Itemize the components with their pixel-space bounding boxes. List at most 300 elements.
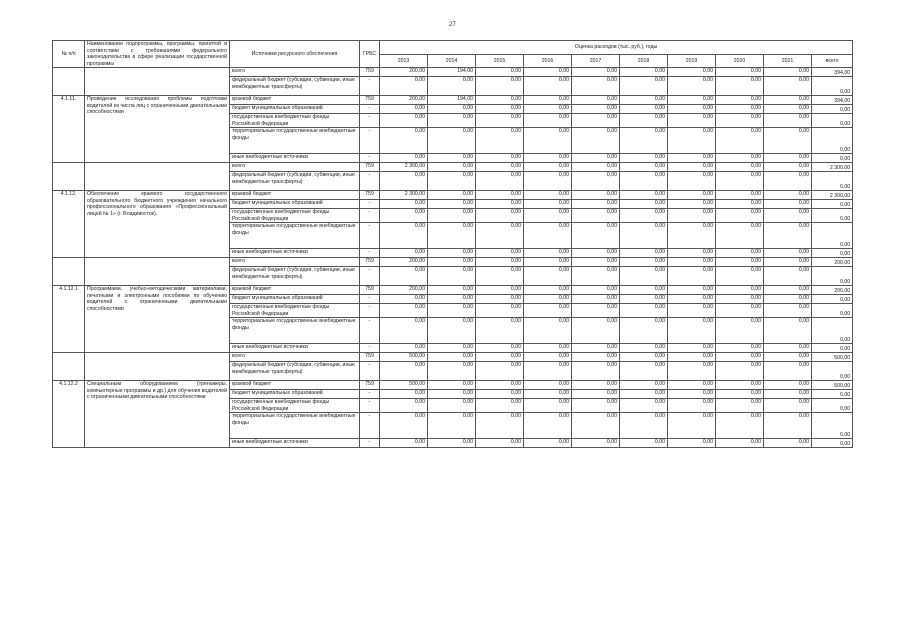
value-cell: 0,00 [476,200,524,209]
value-cell: 0,00 [620,353,668,362]
value-cell: 0,00 [572,191,620,200]
value-cell: 0,00 [668,191,716,200]
grbs-cell: 759 [360,353,380,362]
value-cell: 0,00 [668,381,716,390]
value-cell: 0,00 [716,77,764,96]
item-number [53,68,85,96]
value-cell: 0,00 [716,191,764,200]
value-cell: 0,00 [476,267,524,286]
value-cell: 0,00 [380,249,428,258]
value-cell: 0,00 [668,318,716,344]
value-cell: 0,00 [716,286,764,295]
value-cell: 0,00 [620,258,668,267]
grbs-cell: - [360,249,380,258]
value-cell: 0,00 [380,209,428,223]
value-cell: 0,00 [476,413,524,439]
item-name: Программами, учебно-методическими материалами, печатными и электронными пособиями по обучению водителей с ограниченными двигательными способностями [85,286,230,353]
value-cell: 0,00 [476,439,524,448]
value-cell: 0,00 [668,105,716,114]
value-cell: 0,00 [620,105,668,114]
value-cell: 0,00 [620,249,668,258]
value-cell: 0,00 [668,172,716,191]
table-row [53,353,853,362]
source-cell: краевой бюджет [230,381,360,390]
value-cell: 0,00 [428,304,476,318]
value-cell: 0,00 [572,399,620,413]
total-cell: 2 300,00 [812,163,853,172]
total-cell: 394,00 [812,96,853,105]
value-cell: 0,00 [764,362,812,381]
item-number: 4.1.12. [53,191,85,258]
source-cell: федеральный бюджет (субсидии, субвенции, иные межбюджетные трансферты) [230,172,360,191]
value-cell: 0,00 [668,295,716,304]
value-cell: 0,00 [764,399,812,413]
value-cell: 0,00 [572,413,620,439]
value-cell: 0,00 [524,381,572,390]
value-cell: 0,00 [716,318,764,344]
item-number [53,258,85,286]
value-cell: 0,00 [668,200,716,209]
value-cell: 0,00 [476,77,524,96]
value-cell: 0,00 [572,286,620,295]
value-cell: 0,00 [428,163,476,172]
value-cell: 0,00 [380,295,428,304]
value-cell: 0,00 [668,68,716,77]
value-cell: 0,00 [524,267,572,286]
value-cell: 0,00 [428,223,476,249]
value-cell: 0,00 [380,114,428,128]
value-cell: 0,00 [524,128,572,154]
value-cell: 0,00 [380,439,428,448]
source-cell: бюджет муниципальных образований [230,105,360,114]
item-name [85,68,230,96]
source-cell: бюджет муниципальных образований [230,295,360,304]
value-cell: 0,00 [572,249,620,258]
value-cell: 0,00 [764,353,812,362]
header-year: 2013 [380,54,428,68]
value-cell: 0,00 [668,439,716,448]
source-cell: всего [230,353,360,362]
value-cell: 0,00 [716,344,764,353]
value-cell: 0,00 [668,390,716,399]
item-name [85,163,230,191]
value-cell: 0,00 [428,362,476,381]
grbs-cell: - [360,114,380,128]
value-cell: 0,00 [524,163,572,172]
item-number: 4.1.11. [53,96,85,163]
value-cell: 0,00 [668,286,716,295]
grbs-cell: - [360,399,380,413]
value-cell: 0,00 [428,399,476,413]
value-cell: 0,00 [476,295,524,304]
value-cell: 0,00 [764,128,812,154]
value-cell: 0,00 [524,286,572,295]
value-cell: 0,00 [716,413,764,439]
total-cell: 200,00 [812,258,853,267]
value-cell: 0,00 [620,172,668,191]
value-cell: 0,00 [764,105,812,114]
source-cell: иные внебюджетные источники [230,344,360,353]
source-cell: федеральный бюджет (субсидии, субвенции, иные межбюджетные трансферты) [230,362,360,381]
grbs-cell: 759 [360,96,380,105]
value-cell: 0,00 [572,154,620,163]
header-year: 2016 [524,54,572,68]
value-cell: 0,00 [476,223,524,249]
value-cell: 200,00 [380,286,428,295]
value-cell: 0,00 [764,249,812,258]
value-cell: 0,00 [716,390,764,399]
value-cell: 0,00 [428,390,476,399]
grbs-cell: - [360,172,380,191]
value-cell: 0,00 [716,362,764,381]
table-row [53,191,853,200]
grbs-cell: - [360,295,380,304]
value-cell: 0,00 [716,381,764,390]
total-cell: 0,00 [812,172,853,191]
value-cell: 0,00 [428,258,476,267]
header-no: № п/п [53,41,85,68]
value-cell: 0,00 [764,96,812,105]
value-cell: 0,00 [428,249,476,258]
value-cell: 0,00 [380,200,428,209]
source-cell: иные внебюджетные источники [230,249,360,258]
grbs-cell: - [360,77,380,96]
value-cell: 0,00 [524,200,572,209]
value-cell: 0,00 [476,258,524,267]
value-cell: 0,00 [716,128,764,154]
grbs-cell: 759 [360,286,380,295]
source-cell: государственные внебюджетные фонды Российской Федерации [230,114,360,128]
total-cell: 500,00 [812,353,853,362]
value-cell: 0,00 [380,154,428,163]
value-cell: 0,00 [716,200,764,209]
value-cell: 194,00 [428,96,476,105]
value-cell: 0,00 [620,267,668,286]
value-cell: 0,00 [476,154,524,163]
grbs-cell: - [360,267,380,286]
value-cell: 0,00 [668,163,716,172]
value-cell: 0,00 [524,399,572,413]
value-cell: 2 300,00 [380,191,428,200]
table-row [53,96,853,105]
grbs-cell: - [360,128,380,154]
value-cell: 0,00 [668,128,716,154]
source-cell: иные внебюджетные источники [230,439,360,448]
value-cell: 0,00 [764,154,812,163]
value-cell: 0,00 [572,114,620,128]
table-header [53,41,853,68]
total-cell: 200,00 [812,286,853,295]
value-cell: 0,00 [428,439,476,448]
value-cell: 0,00 [524,191,572,200]
source-cell: территориальные государственные внебюджетные фонды [230,318,360,344]
value-cell: 0,00 [620,439,668,448]
header-source: Источники ресурсного обеспечения [230,41,360,68]
source-cell: краевой бюджет [230,286,360,295]
value-cell: 0,00 [476,304,524,318]
value-cell: 0,00 [668,362,716,381]
table-row [53,163,853,172]
value-cell: 0,00 [668,209,716,223]
item-number [53,353,85,381]
value-cell: 0,00 [716,68,764,77]
grbs-cell: 759 [360,163,380,172]
value-cell: 0,00 [572,390,620,399]
value-cell: 0,00 [668,96,716,105]
value-cell: 0,00 [524,390,572,399]
value-cell: 0,00 [476,390,524,399]
value-cell: 0,00 [668,267,716,286]
source-cell: краевой бюджет [230,96,360,105]
header-year: 2019 [668,54,716,68]
grbs-cell: 759 [360,381,380,390]
value-cell: 0,00 [764,163,812,172]
value-cell: 0,00 [620,295,668,304]
value-cell: 0,00 [524,353,572,362]
value-cell: 0,00 [428,191,476,200]
source-cell: федеральный бюджет (субсидии, субвенции, иные межбюджетные трансферты) [230,267,360,286]
total-cell: 0,00 [812,439,853,448]
value-cell: 0,00 [764,439,812,448]
value-cell: 0,00 [620,191,668,200]
header-grbs: ГРБС [360,41,380,68]
value-cell: 0,00 [572,209,620,223]
value-cell: 0,00 [620,209,668,223]
value-cell: 0,00 [476,114,524,128]
source-cell: всего [230,68,360,77]
value-cell: 0,00 [428,77,476,96]
value-cell: 0,00 [620,223,668,249]
table-row [53,258,853,267]
value-cell: 0,00 [428,267,476,286]
value-cell: 0,00 [476,191,524,200]
value-cell: 0,00 [476,286,524,295]
header-year: 2020 [716,54,764,68]
value-cell: 0,00 [428,286,476,295]
value-cell: 0,00 [524,362,572,381]
total-cell: 0,00 [812,390,853,399]
value-cell: 0,00 [572,362,620,381]
grbs-cell: 759 [360,191,380,200]
value-cell: 0,00 [764,318,812,344]
value-cell: 0,00 [716,295,764,304]
value-cell: 0,00 [428,114,476,128]
total-cell: 0,00 [812,209,853,223]
total-cell: 0,00 [812,200,853,209]
item-number: 4.1.12.2 [53,381,85,448]
total-cell: 0,00 [812,223,853,249]
value-cell: 0,00 [716,114,764,128]
table-row [53,286,853,295]
value-cell: 0,00 [620,390,668,399]
value-cell: 0,00 [716,105,764,114]
total-cell: 0,00 [812,249,853,258]
value-cell: 0,00 [572,172,620,191]
value-cell: 0,00 [524,223,572,249]
value-cell: 0,00 [524,209,572,223]
source-cell: всего [230,163,360,172]
value-cell: 0,00 [476,353,524,362]
total-cell: 0,00 [812,267,853,286]
source-cell: федеральный бюджет (субсидии, субвенции, иные межбюджетные трансферты) [230,77,360,96]
value-cell: 0,00 [764,191,812,200]
source-cell: краевой бюджет [230,191,360,200]
value-cell: 0,00 [380,105,428,114]
header-year: 2018 [620,54,668,68]
total-cell: 0,00 [812,105,853,114]
value-cell: 0,00 [380,362,428,381]
grbs-cell: 759 [360,258,380,267]
item-name [85,258,230,286]
header-estimate: Оценка расходов (тыс. руб.), годы [380,41,853,55]
value-cell: 0,00 [716,249,764,258]
value-cell: 0,00 [524,318,572,344]
value-cell: 0,00 [716,439,764,448]
value-cell: 0,00 [620,362,668,381]
value-cell: 0,00 [620,399,668,413]
value-cell: 0,00 [764,172,812,191]
value-cell: 200,00 [380,258,428,267]
total-cell: 394,00 [812,68,853,77]
value-cell: 0,00 [620,413,668,439]
value-cell: 0,00 [668,154,716,163]
source-cell: территориальные государственные внебюджетные фонды [230,413,360,439]
value-cell: 0,00 [476,128,524,154]
value-cell: 0,00 [572,105,620,114]
item-number [53,163,85,191]
value-cell: 0,00 [524,249,572,258]
header-year: 2014 [428,54,476,68]
grbs-cell: - [360,318,380,344]
total-cell: 0,00 [812,318,853,344]
value-cell: 0,00 [476,163,524,172]
source-cell: государственные внебюджетные фонды Российской Федерации [230,304,360,318]
value-cell: 0,00 [572,344,620,353]
value-cell: 0,00 [572,77,620,96]
value-cell: 0,00 [668,223,716,249]
value-cell: 0,00 [476,249,524,258]
value-cell: 0,00 [476,344,524,353]
budget-table [52,40,853,448]
item-name: Проведение исследования проблемы подготовки водителей из числа лиц с ограниченными двигательными способностями [85,96,230,163]
total-cell: 0,00 [812,344,853,353]
value-cell: 0,00 [524,344,572,353]
value-cell: 0,00 [572,258,620,267]
value-cell: 0,00 [620,304,668,318]
value-cell: 0,00 [524,68,572,77]
value-cell: 0,00 [764,258,812,267]
value-cell: 0,00 [524,114,572,128]
value-cell: 0,00 [764,381,812,390]
value-cell: 0,00 [572,223,620,249]
value-cell: 200,00 [380,96,428,105]
value-cell: 0,00 [764,413,812,439]
value-cell: 0,00 [668,258,716,267]
value-cell: 0,00 [620,154,668,163]
value-cell: 0,00 [524,258,572,267]
value-cell: 0,00 [572,318,620,344]
value-cell: 0,00 [476,68,524,77]
value-cell: 0,00 [764,77,812,96]
source-cell: государственные внебюджетные фонды Российской Федерации [230,209,360,223]
value-cell: 0,00 [524,304,572,318]
value-cell: 0,00 [764,344,812,353]
table-body [53,68,853,448]
item-name: Специальным оборудованием (тренажеры, компьютерные программы и др.) для обучения водителей с ограниченными двигательными способностями [85,381,230,448]
grbs-cell: - [360,439,380,448]
value-cell: 0,00 [428,105,476,114]
value-cell: 0,00 [380,267,428,286]
value-cell: 0,00 [668,77,716,96]
value-cell: 0,00 [476,318,524,344]
total-cell: 0,00 [812,413,853,439]
value-cell: 0,00 [380,304,428,318]
value-cell: 0,00 [476,381,524,390]
source-cell: государственные внебюджетные фонды Российской Федерации [230,399,360,413]
value-cell: 0,00 [668,413,716,439]
total-cell: 2 300,00 [812,191,853,200]
value-cell: 0,00 [620,68,668,77]
value-cell: 0,00 [380,128,428,154]
grbs-cell: - [360,362,380,381]
grbs-cell: - [360,200,380,209]
value-cell: 0,00 [716,163,764,172]
value-cell: 0,00 [764,200,812,209]
value-cell: 0,00 [380,318,428,344]
value-cell: 0,00 [476,362,524,381]
value-cell: 0,00 [716,258,764,267]
value-cell: 0,00 [572,295,620,304]
header-year: всего [812,54,853,68]
value-cell: 0,00 [764,267,812,286]
item-number: 4.1.12.1 [53,286,85,353]
value-cell: 0,00 [716,353,764,362]
value-cell: 0,00 [428,318,476,344]
value-cell: 0,00 [572,68,620,77]
item-name [85,353,230,381]
value-cell: 0,00 [524,77,572,96]
value-cell: 0,00 [620,200,668,209]
total-cell: 0,00 [812,304,853,318]
value-cell: 0,00 [716,304,764,318]
value-cell: 500,00 [380,381,428,390]
value-cell: 0,00 [620,163,668,172]
value-cell: 0,00 [476,399,524,413]
source-cell: бюджет муниципальных образований [230,390,360,399]
value-cell: 0,00 [428,353,476,362]
source-cell: территориальные государственные внебюджетные фонды [230,128,360,154]
value-cell: 0,00 [716,154,764,163]
grbs-cell: - [360,105,380,114]
value-cell: 194,00 [428,68,476,77]
grbs-cell: - [360,413,380,439]
total-cell: 0,00 [812,128,853,154]
value-cell: 0,00 [428,128,476,154]
value-cell: 0,00 [668,344,716,353]
value-cell: 0,00 [572,439,620,448]
value-cell: 0,00 [524,439,572,448]
value-cell: 0,00 [764,68,812,77]
source-cell: территориальные государственные внебюджетные фонды [230,223,360,249]
value-cell: 0,00 [572,163,620,172]
grbs-cell: - [360,344,380,353]
value-cell: 0,00 [476,96,524,105]
value-cell: 0,00 [620,77,668,96]
source-cell: всего [230,258,360,267]
grbs-cell: - [360,304,380,318]
page-number: 27 [449,22,456,28]
value-cell: 0,00 [572,96,620,105]
